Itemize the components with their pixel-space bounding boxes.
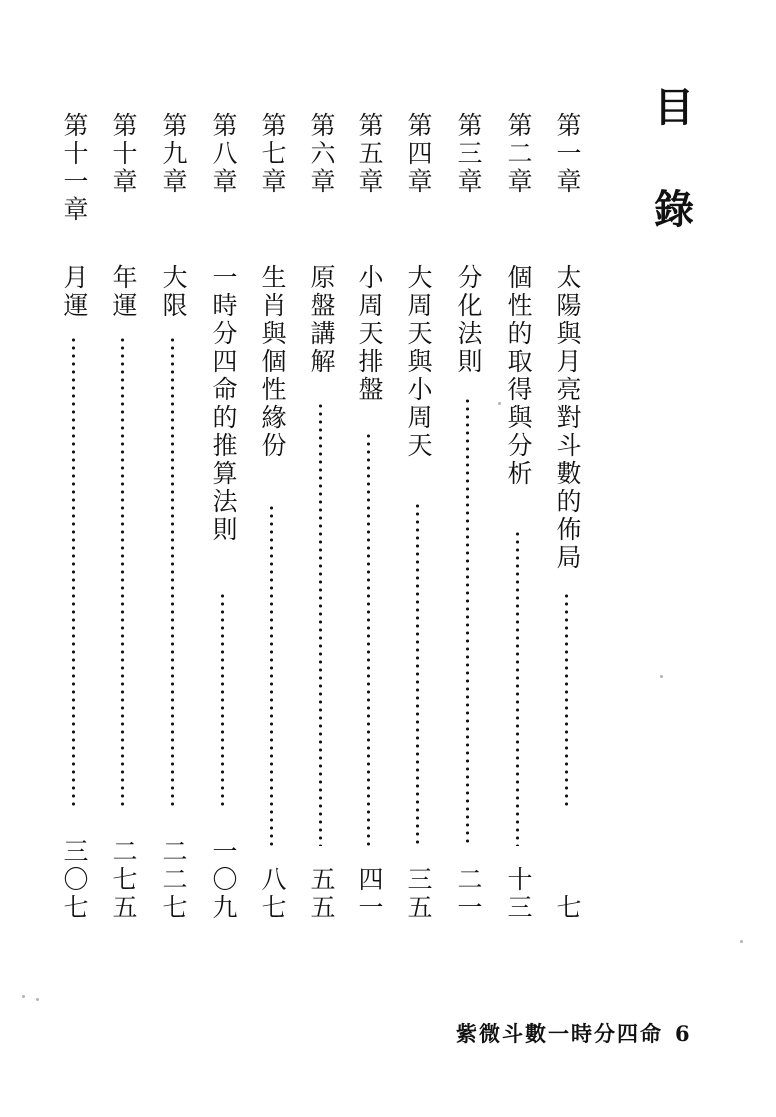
page-number: 十三 (504, 866, 533, 922)
chapter-label: 第四章 (404, 112, 433, 196)
dot-leader (515, 530, 520, 846)
toc-entry (156, 112, 190, 922)
page-number: 五五 (307, 866, 336, 922)
toc-entry (451, 112, 485, 922)
page-number: 二七五 (109, 838, 138, 922)
running-footer (456, 1018, 692, 1048)
page-number: 二一 (454, 866, 483, 922)
dot-leader (564, 592, 569, 810)
page-number: 一〇九 (209, 838, 238, 922)
chapter-label: 第九章 (159, 112, 188, 196)
dot-leader (71, 336, 76, 810)
chapter-label: 第七章 (258, 112, 287, 196)
chapter-title: 年運 (109, 264, 138, 320)
dot-leader (269, 504, 274, 846)
page-number: 七 (553, 894, 582, 922)
page-number: 二二七 (159, 838, 188, 922)
toc-entry (304, 112, 338, 922)
chapter-label: 第十一章 (60, 112, 89, 224)
chapter-label: 第三章 (454, 112, 483, 196)
chapter-label: 第一章 (553, 112, 582, 196)
scan-speck (498, 402, 501, 405)
footer-page-number: 6 (675, 1021, 692, 1046)
chapter-label: 第六章 (307, 112, 336, 196)
dot-leader (318, 402, 323, 846)
chapter-title: 生肖與個性緣份 (258, 264, 287, 460)
chapter-title: 太陽與月亮對斗數的佈局 (553, 264, 582, 572)
page-number: 三五 (404, 866, 433, 922)
toc-entry (352, 112, 386, 922)
dot-leader (465, 397, 470, 846)
page-number: 三〇七 (60, 838, 89, 922)
dot-leader (366, 432, 371, 846)
toc-entry (106, 112, 140, 922)
dot-leader (170, 336, 175, 810)
chapter-title: 月運 (60, 264, 89, 320)
toc-entry (255, 112, 289, 922)
toc-entry (501, 112, 535, 922)
footer-book-title: 紫微斗數一時分四命 (456, 1022, 663, 1046)
chapter-title: 原盤講解 (307, 264, 336, 376)
chapter-title: 大周天與小周天 (404, 264, 433, 460)
toc-entry (401, 112, 435, 922)
toc-entry (550, 112, 584, 922)
page-number: 四一 (355, 866, 384, 922)
dot-leader (120, 336, 125, 810)
chapter-title: 大限 (159, 264, 188, 320)
scan-speck (36, 998, 39, 1001)
toc-entry (206, 112, 240, 922)
chapter-label: 第八章 (209, 112, 238, 196)
chapter-title: 一時分四命的推算法則 (209, 264, 238, 544)
scan-speck (660, 675, 663, 678)
chapter-title: 個性的取得與分析 (504, 264, 533, 488)
toc-heading-char-1: 目 (654, 85, 694, 131)
toc-entry (57, 112, 91, 922)
chapter-label: 第十章 (109, 112, 138, 196)
chapter-label: 第五章 (355, 112, 384, 196)
chapter-title: 分化法則 (454, 264, 483, 376)
scan-speck (740, 940, 743, 943)
chapter-title: 小周天排盤 (355, 264, 384, 404)
dot-leader (415, 502, 420, 846)
scan-speck (22, 995, 25, 998)
chapter-label: 第二章 (504, 112, 533, 196)
toc-heading-char-2: 錄 (654, 187, 694, 233)
dot-leader (220, 592, 225, 810)
page-number: 八七 (258, 866, 287, 922)
